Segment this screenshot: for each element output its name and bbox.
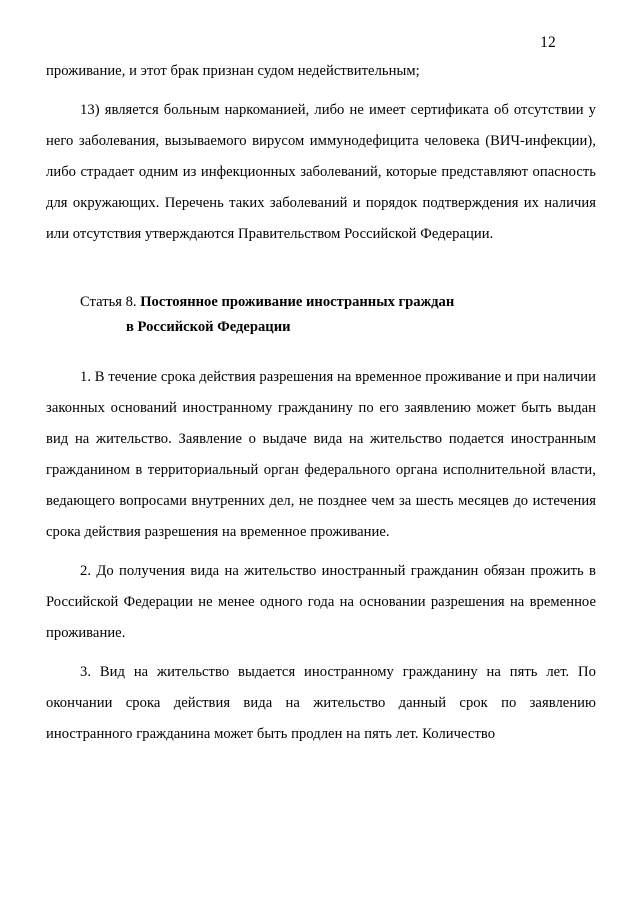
paragraph-item-2: 2. До получения вида на жительство иностранный гражданин обязан прожить в Российской Федерации не менее одного года на основании разрешения на временное проживание.: [46, 563, 596, 641]
paragraph-spacer-2: [46, 548, 596, 556]
section-heading: [46, 290, 596, 340]
heading-bottom-spacer: [46, 340, 596, 362]
paragraph-spacer-3: [46, 649, 596, 657]
paragraph-spacer: [46, 87, 596, 95]
paragraph-item-1: 1. В течение срока действия разрешения на временное проживание и при наличии законных оснований иностранному гражданину по его заявлению может быть выдан вид на жительство. Заявление о выдаче вида на жительство подается иностранным гражданином в территориальный орган федерального органа исполнительной власти, ведающего вопросами внутренних дел, не позднее чем за шесть месяцев до истечения срока действия разрешения на временное проживание.: [46, 369, 596, 540]
paragraph-continuation: проживание, и этот брак признан судом недействительным;: [46, 63, 420, 79]
paragraph-item-3: 3. Вид на жительство выдается иностранному гражданину на пять лет. По окончании срока действия вида на жительство данный срок по заявлению иностранного гражданина может быть продлен на пять лет. Количество: [46, 664, 596, 742]
section-heading-subtitle: в Российской Федерации: [126, 319, 291, 335]
heading-spacer: [46, 250, 596, 290]
section-heading-title: Постоянное проживание иностранных граждан: [140, 294, 455, 310]
section-heading-label: Статья 8.: [80, 294, 137, 310]
document-body: [46, 56, 596, 750]
paragraph-item-13: 13) является больным наркоманией, либо не имеет сертификата об отсутствии у него заболевания, вызываемого вирусом иммунодефицита человека (ВИЧ-инфекции), либо страдает одним из инфекционных заболеваний, которые представляют опасность для окружающих. Перечень таких заболеваний и порядок подтверждения их наличия или отсутствия утверждаются Правительством Российской Федерации.: [46, 102, 596, 242]
page-number: 12: [540, 34, 556, 51]
